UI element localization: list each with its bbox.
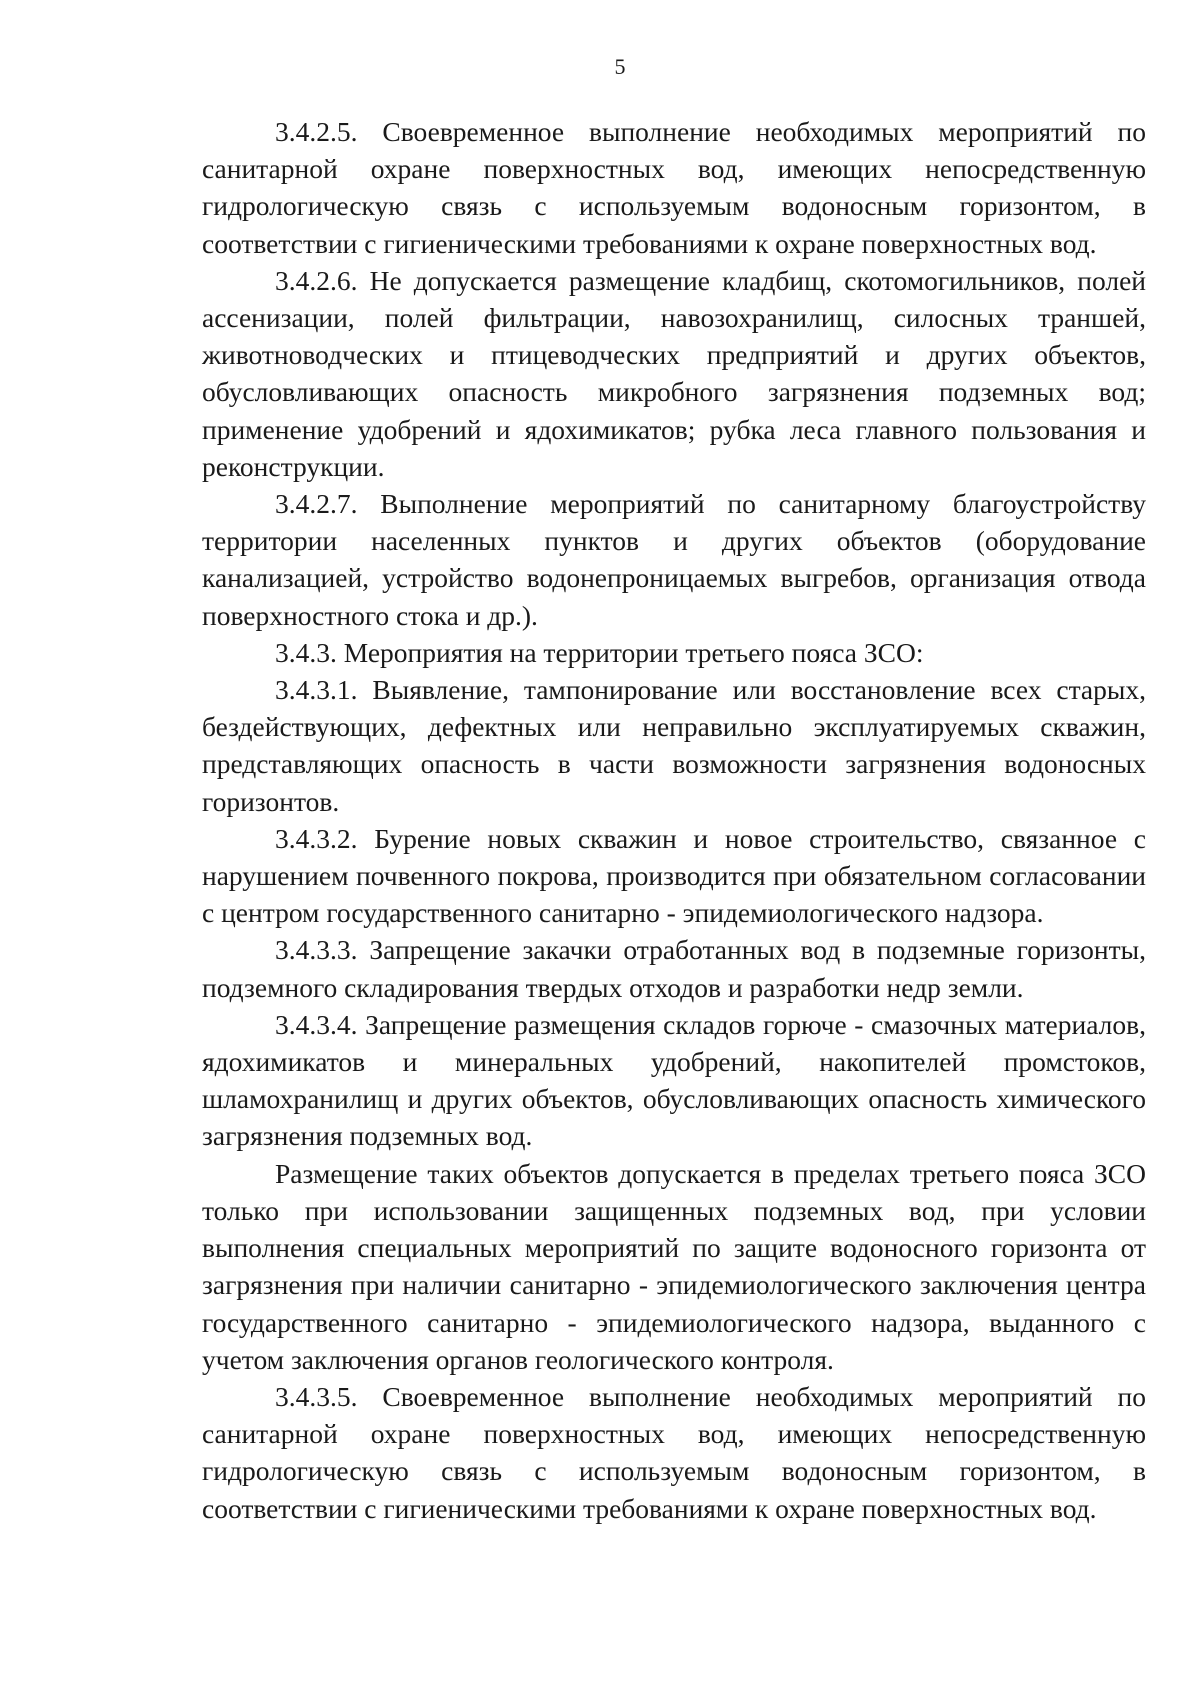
paragraph-3-4-3-2: 3.4.3.2. Бурение новых скважин и новое строительство, связанное с нарушением почвенного покрова, производится при обязательном согласовании с центром государственного санитарно - эпидемиологического надзора. bbox=[202, 822, 1146, 929]
paragraph-3-4-3-4: 3.4.3.4. Запрещение размещения складов горюче - смазочных материалов, ядохимикатов и минеральных удобрений, накопителей промстоков, шламохранилищ и других объектов, обусловливающих опасность химического загрязнения подземных вод. bbox=[202, 1008, 1146, 1152]
paragraph-3-4-3-1: 3.4.3.1. Выявление, тампонирование или восстановление всех старых, бездействующих, дефектных или неправильно эксплуатируемых скважин, представляющих опасность в части возможности загрязнения водоносных горизонтов. bbox=[202, 674, 1146, 817]
paragraph-3-4-2-6: 3.4.2.6. Не допускается размещение кладбищ, скотомогильников, полей ассенизации, полей фильтрации, навозохранилищ, силосных траншей, животноводческих и птицеводческих предприятий и других объектов, обусловливающих опасность микробного загрязнения подземных вод; применение удобрений и ядохимикатов; рубка леса главного пользования и реконструкции. bbox=[202, 264, 1146, 482]
paragraph-placement-conditions: Размещение таких объектов допускается в пределах третьего пояса ЗСО только при использовании защищенных подземных вод, при условии выполнения специальных мероприятий по защите водоносного горизонта от загрязнения при наличии санитарно - эпидемиологического заключения центра государственного санитарно - эпидемиологического надзора, выданного с учетом заключения органов геологического контроля. bbox=[202, 1157, 1146, 1375]
document-body bbox=[202, 113, 1146, 1527]
paragraph-3-4-3-heading: 3.4.3. Мероприятия на территории третьего пояса ЗСО: bbox=[275, 636, 924, 668]
paragraph-3-4-2-7: 3.4.2.7. Выполнение мероприятий по санитарному благоустройству территории населенных пунктов и других объектов (оборудование канализацией, устройство водонепроницаемых выгребов, организация отвода поверхностного стока и др.). bbox=[202, 488, 1146, 631]
paragraph-3-4-3-5: 3.4.3.5. Своевременное выполнение необходимых мероприятий по санитарной охране поверхностных вод, имеющих непосредственную гидрологическую связь с используемым водоносным горизонтом, в соответствии с гигиеническими требованиями к охране поверхностных вод. bbox=[202, 1380, 1146, 1524]
page-number: 5 bbox=[614, 54, 626, 79]
paragraph-3-4-2-5: 3.4.2.5. Своевременное выполнение необходимых мероприятий по санитарной охране поверхностных вод, имеющих непосредственную гидрологическую связь с используемым водоносным горизонтом, в соответствии с гигиеническими требованиями к охране поверхностных вод. bbox=[202, 116, 1146, 259]
paragraph-3-4-3-3: 3.4.3.3. Запрещение закачки отработанных вод в подземные горизонты, подземного складирования твердых отходов и разработки недр земли. bbox=[202, 934, 1146, 1003]
